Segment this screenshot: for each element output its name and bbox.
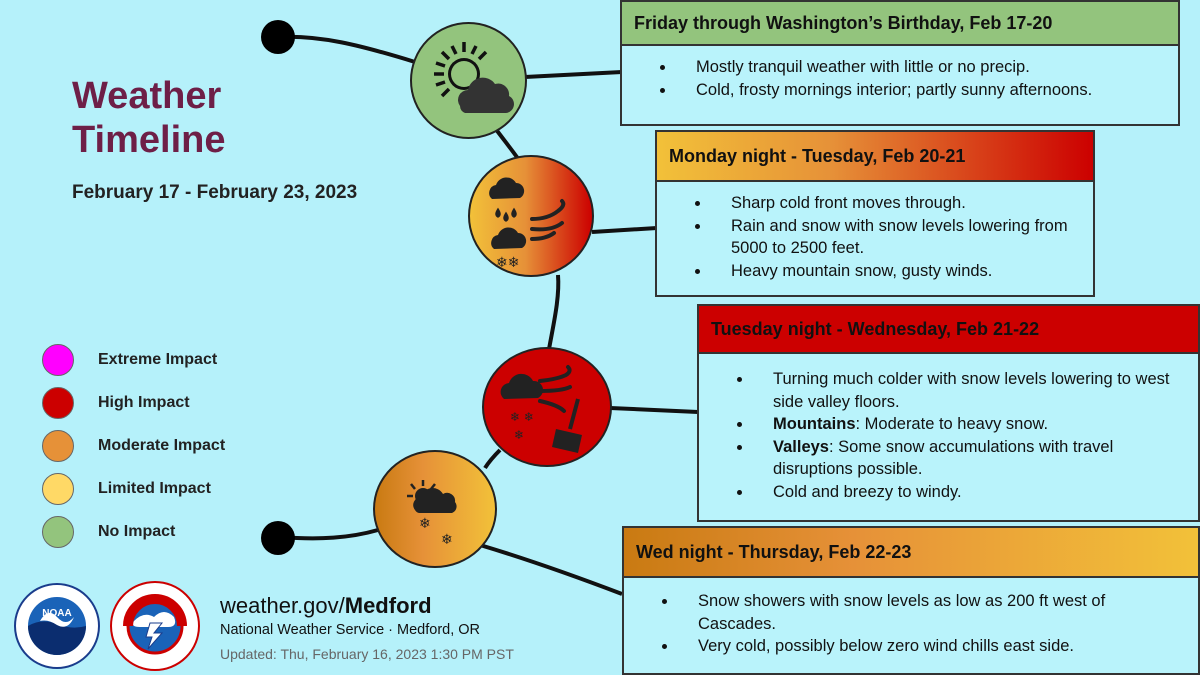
bullet-text: : Some snow accumulations with travel disruptions possible. <box>773 437 1114 478</box>
legend-item-limited <box>42 467 225 510</box>
period-2-bullets <box>677 192 1073 282</box>
list-item <box>753 436 1178 481</box>
title-line-1: Weather <box>72 75 222 117</box>
legend-label: No Impact <box>98 522 176 540</box>
period-3-card <box>697 304 1200 522</box>
period-4-card <box>622 526 1200 675</box>
nws-logo <box>110 581 200 671</box>
legend-swatch <box>42 473 74 505</box>
legend-item-extreme <box>42 338 225 381</box>
period-1-bullets <box>642 56 1158 101</box>
legend-swatch <box>42 516 74 548</box>
bullet-bold-label: Mountains <box>773 415 856 433</box>
page-title <box>72 74 372 162</box>
period-2-impact-circle <box>468 155 594 277</box>
office-line: National Weather Service · Medford, OR <box>220 622 481 638</box>
snow-wind-shovel-icon <box>484 349 614 469</box>
legend-item-high <box>42 381 225 424</box>
sun-cloud-icon <box>412 24 529 141</box>
list-item: • Very cold, possibly below zero wind chills east side. <box>678 635 1178 658</box>
noaa-emblem-icon <box>14 583 100 669</box>
period-4-bullets <box>644 590 1178 658</box>
bullet-text: : Moderate to heavy snow. <box>855 415 1049 433</box>
list-item: • Turning much colder with snow levels lowering to west side valley floors. <box>753 368 1178 413</box>
svg-text:❄: ❄ <box>419 516 431 532</box>
legend-label: Extreme Impact <box>98 350 218 368</box>
svg-text:❄: ❄ <box>441 532 453 548</box>
list-item <box>753 413 1178 436</box>
legend-swatch <box>42 344 74 376</box>
list-item: • Cold and breezy to windy. <box>753 481 1178 504</box>
period-1-card <box>620 0 1180 126</box>
list-item: • Snow showers with snow levels as low as 200 ft west of Cascades. <box>678 590 1178 635</box>
svg-text:❄ ❄: ❄ ❄ <box>510 410 534 424</box>
url-office: Medford <box>344 593 432 618</box>
sun-cloud-snow-icon <box>375 452 499 570</box>
legend-swatch <box>42 387 74 419</box>
title-line-2: Timeline <box>72 119 226 161</box>
noaa-logo-text: NOAA <box>42 608 72 619</box>
period-1-title: Friday through Washington’s Birthday, Feb 17-20 <box>622 2 1178 46</box>
legend-swatch <box>42 430 74 462</box>
list-item: • Sharp cold front moves through. <box>711 192 1073 215</box>
timeline-end-dot <box>261 521 295 555</box>
legend-item-moderate <box>42 424 225 467</box>
svg-text:❄: ❄ <box>514 428 525 442</box>
rain-snow-wind-icon <box>470 157 596 279</box>
svg-text:❄❄: ❄❄ <box>496 255 520 271</box>
period-2-title: Monday night - Tuesday, Feb 20-21 <box>657 132 1093 182</box>
legend-label: High Impact <box>98 393 190 411</box>
list-item: • Heavy mountain snow, gusty winds. <box>711 260 1073 283</box>
legend-label: Limited Impact <box>98 479 211 497</box>
period-4-title: Wed night - Thursday, Feb 22-23 <box>624 528 1198 578</box>
legend-item-none <box>42 510 225 553</box>
period-3-impact-circle <box>482 347 612 467</box>
noaa-logo <box>14 583 100 669</box>
impact-legend <box>42 338 225 553</box>
list-item: • Mostly tranquil weather with little or no precip. <box>676 56 1158 79</box>
updated-timestamp: Updated: Thu, February 16, 2023 1:30 PM PST <box>220 646 514 662</box>
period-2-card <box>655 130 1095 297</box>
nws-emblem-icon <box>110 581 200 671</box>
date-range: February 17 - February 23, 2023 <box>72 182 358 203</box>
period-3-title: Tuesday night - Wednesday, Feb 21-22 <box>699 306 1198 354</box>
bullet-bold-label: Valleys <box>773 437 829 456</box>
office-url[interactable] <box>220 593 432 619</box>
timeline-start-dot <box>261 20 295 54</box>
period-1-impact-circle <box>410 22 527 139</box>
url-prefix: weather.gov/ <box>220 593 345 618</box>
list-item: • Cold, frosty mornings interior; partly sunny afternoons. <box>676 79 1158 102</box>
legend-label: Moderate Impact <box>98 436 226 454</box>
period-4-impact-circle <box>373 450 497 568</box>
period-3-bullets <box>719 368 1178 503</box>
list-item: • Rain and snow with snow levels lowering from 5000 to 2500 feet. <box>711 215 1073 260</box>
